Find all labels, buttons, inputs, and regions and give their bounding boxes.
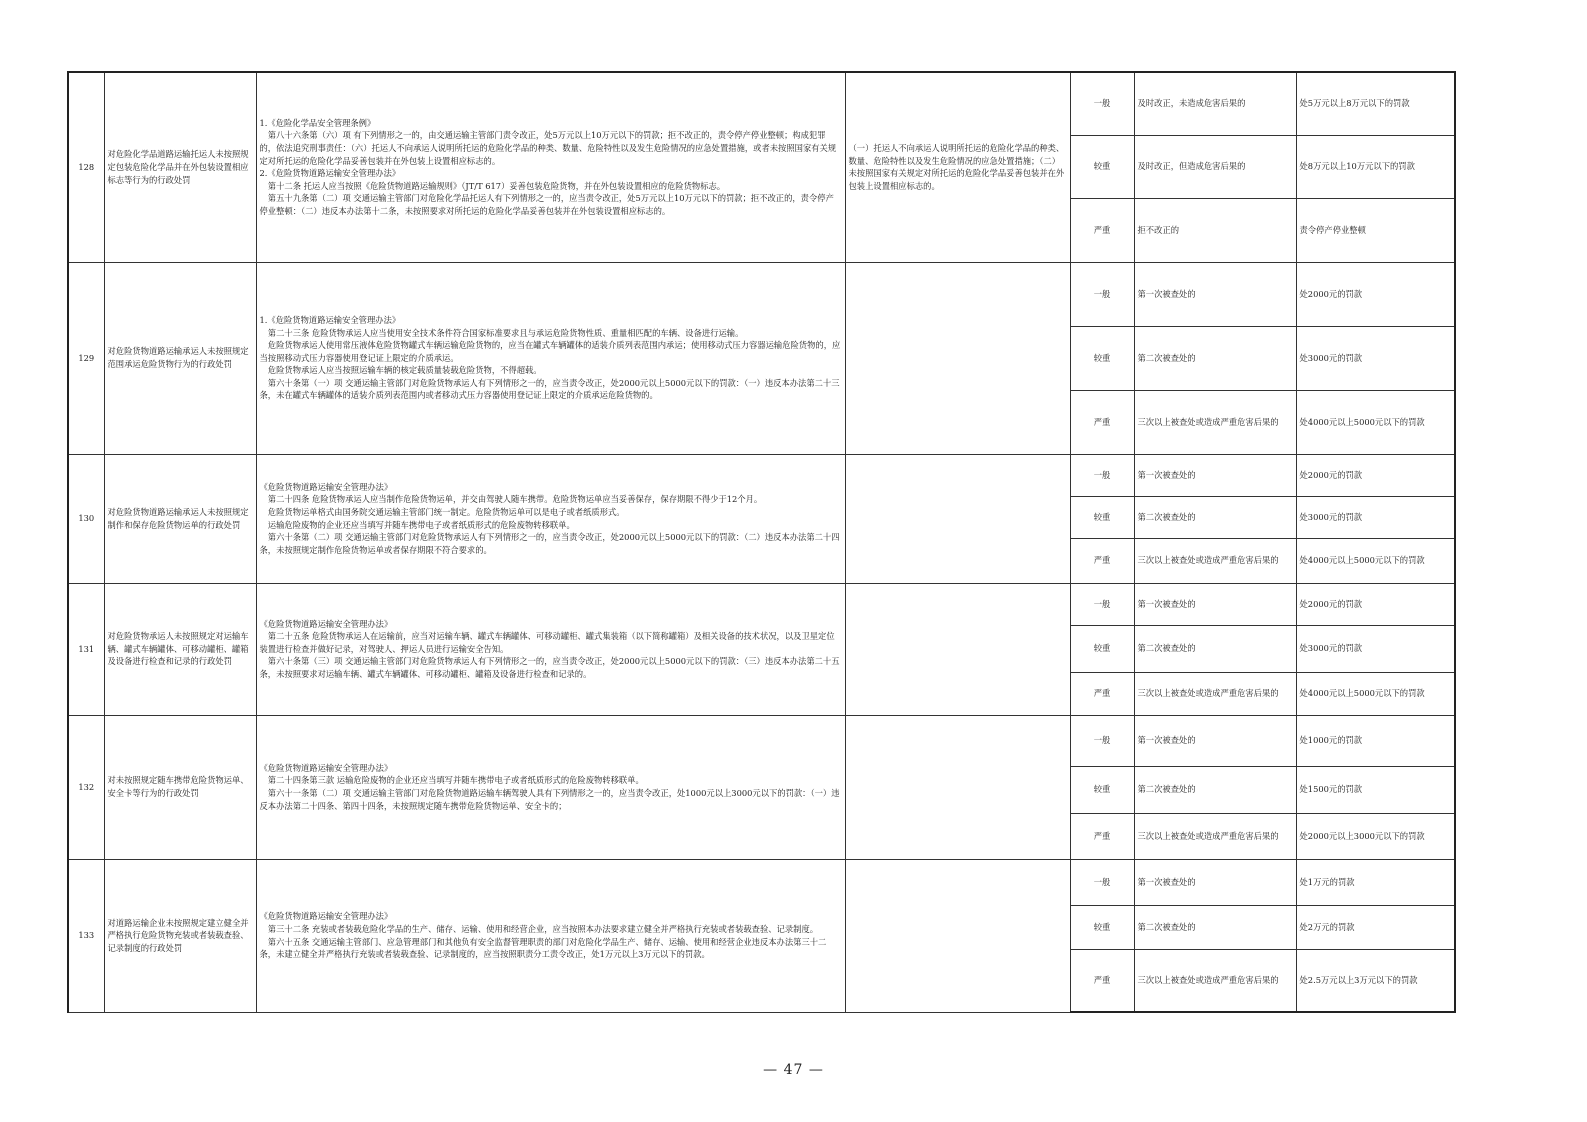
table-body	[68, 72, 1455, 1012]
page-number: — 47 —	[763, 1062, 824, 1078]
legal-basis-paragraph: 第二十三条 危险货物承运人应当使用安全技术条件符合国家标准要求且与承运危险货物性质、重量相匹配的车辆、设备进行运输。	[267, 327, 744, 338]
table-row	[68, 715, 1455, 766]
severity-level: 严重	[1070, 672, 1134, 715]
row-number: 131	[68, 583, 104, 715]
severity-level: 严重	[1070, 390, 1134, 454]
penalty-item: 对危险化学品道路运输托运人未按照规定包装危险化学品并在外包装设置相应标志等行为的行政处罚	[104, 72, 256, 262]
penalty-standard: 处1000元的罚款	[1296, 715, 1455, 766]
penalty-standard: 处3000元的罚款	[1296, 625, 1455, 672]
legal-basis-paragraph: 第六十条第（二）项 交通运输主管部门对危险货物承运人有下列情形之一的，应当责令改正，处2000元以上5000元以下的罚款：（二）违反本办法第二十四条，未按照规定制作危险货物运单或者保存期限不符合要求的。	[259, 532, 840, 555]
penalty-standard: 处3000元的罚款	[1296, 326, 1455, 390]
severity-level: 较重	[1070, 625, 1134, 672]
circumstance: 第二次被查处的	[1134, 625, 1296, 672]
circumstance: 第一次被查处的	[1134, 859, 1296, 905]
severity-level: 较重	[1070, 135, 1134, 198]
legal-basis-paragraph: 《危险货物道路运输安全管理办法》	[259, 762, 393, 773]
severity-level: 严重	[1070, 198, 1134, 262]
penalty-standard: 处3000元的罚款	[1296, 496, 1455, 538]
table-row	[68, 859, 1455, 905]
circumstance: 第二次被查处的	[1134, 326, 1296, 390]
severity-level: 较重	[1070, 766, 1134, 813]
legal-basis-paragraph: 1.《危险化学品安全管理条例》	[259, 117, 376, 128]
legal-basis-paragraph: 运输危险废物的企业还应当填写并随车携带电子或者纸质形式的危险废物转移联单。	[267, 519, 575, 530]
legal-basis-paragraph: 第二十五条 危险货物承运人在运输前，应当对运输车辆、罐式车辆罐体、可移动罐柜、罐式集装箱（以下简称罐箱）及相关设备的技术状况，以及卫星定位装置进行检查并做好记录，对驾驶人、押运人员进行运输安全告知。	[259, 631, 835, 654]
circumstance: 及时改正，未造成危害后果的	[1134, 72, 1296, 135]
penalty-standard: 处8万元以上10万元以下的罚款	[1296, 135, 1455, 198]
severity-level: 严重	[1070, 813, 1134, 859]
severity-level: 较重	[1070, 905, 1134, 949]
penalty-standard: 处5万元以上8万元以下的罚款	[1296, 72, 1455, 135]
severity-level: 较重	[1070, 326, 1134, 390]
row-number: 130	[68, 454, 104, 583]
legal-basis-paragraph: 第二十四条 危险货物承运人应当制作危险货物运单，并交由驾驶人随车携带。危险货物运单应当妥善保存，保存期限不得少于12个月。	[267, 494, 763, 505]
legal-basis-paragraph: 第十二条 托运人应当按照《危险货物道路运输规则》（JT/T 617）妥善包装危险货物，并在外包装设置相应的危险货物标志。	[267, 180, 726, 191]
legal-basis-paragraph: 第六十条第（一）项 交通运输主管部门对危险货物承运人有下列情形之一的，应当责令改正，处2000元以上5000元以下的罚款：（一）违反本办法第二十三条，未在罐式车辆罐体的适装介质列表范围内或者移动式压力容器使用登记证上限定的介质承运危险货物的。	[259, 377, 840, 401]
penalty-standard: 处2000元的罚款	[1296, 262, 1455, 326]
penalty-item: 对危险货物道路运输承运人未按照规定制作和保存危险货物运单的行政处罚	[104, 454, 256, 583]
legal-basis-paragraph: 第五十九条第（二）项 交通运输主管部门对危险化学品托运人有下列情形之一的，应当责令改正，处5万元以上10万元以下的罚款；拒不改正的，责令停产停业整顿：（二）违反本办法第十二条，未按照要求对所托运的危险化学品妥善包装并在外包装设置相应标志的。	[259, 193, 834, 217]
circumstance: 第一次被查处的	[1134, 454, 1296, 496]
circumstance: 第二次被查处的	[1134, 905, 1296, 949]
penalty-standard: 责令停产停业整顿	[1296, 198, 1455, 262]
circumstance: 及时改正，但造成危害后果的	[1134, 135, 1296, 198]
circumstance: 三次以上被查处或造成严重危害后果的	[1134, 390, 1296, 454]
table-row	[68, 72, 1455, 135]
legal-basis	[256, 859, 845, 1012]
circumstance: 第二次被查处的	[1134, 766, 1296, 813]
violation-condition	[845, 262, 1070, 454]
penalty-item: 对道路运输企业未按照规定建立健全并严格执行危险货物充装或者装载查验、记录制度的行政处罚	[104, 859, 256, 1012]
legal-basis	[256, 72, 845, 262]
penalty-standard: 处2000元以上3000元以下的罚款	[1296, 813, 1455, 859]
circumstance: 三次以上被查处或造成严重危害后果的	[1134, 538, 1296, 583]
legal-basis-paragraph: 《危险货物道路运输安全管理办法》	[259, 481, 393, 492]
penalty-item: 对未按照规定随车携带危险货物运单、安全卡等行为的行政处罚	[104, 715, 256, 859]
penalty-standard: 处4000元以上5000元以下的罚款	[1296, 672, 1455, 715]
penalty-standard: 处2000元的罚款	[1296, 583, 1455, 625]
circumstance: 拒不改正的	[1134, 198, 1296, 262]
table-row	[68, 583, 1455, 625]
circumstance: 三次以上被查处或造成严重危害后果的	[1134, 949, 1296, 1012]
severity-level: 严重	[1070, 538, 1134, 583]
legal-basis-paragraph: 第八十六条第（六）项 有下列情形之一的，由交通运输主管部门责令改正，处5万元以上10万元以下的罚款；拒不改正的，责令停产停业整顿；构成犯罪的，依法追究刑事责任：（六）托运人不向承运人说明所托运的危险化学品的种类、数量、危险特性以及发生危险情况的应急处置措施，或者未按照国家有关规定对所托运的危险化学品妥善包装并在外包装上设置相应标志的。	[259, 130, 837, 166]
penalty-standard: 处4000元以上5000元以下的罚款	[1296, 390, 1455, 454]
circumstance: 第一次被查处的	[1134, 262, 1296, 326]
penalty-standard: 处1500元的罚款	[1296, 766, 1455, 813]
table-row	[68, 262, 1455, 326]
severity-level: 严重	[1070, 949, 1134, 1012]
circumstance: 第二次被查处的	[1134, 496, 1296, 538]
severity-level: 一般	[1070, 715, 1134, 766]
legal-basis	[256, 454, 845, 583]
severity-level: 较重	[1070, 496, 1134, 538]
legal-basis-paragraph: 第六十条第（三）项 交通运输主管部门对危险货物承运人有下列情形之一的，应当责令改正，处2000元以上5000元以下的罚款：（三）违反本办法第二十五条，未按照要求对运输车辆、罐式车辆罐体、可移动罐柜、罐箱及设备进行检查和记录的。	[259, 656, 840, 679]
legal-basis-paragraph: 《危险货物道路运输安全管理办法》	[259, 911, 393, 922]
legal-basis-paragraph: 危险货物承运人使用常压液体危险货物罐式车辆运输危险货物的，应当在罐式车辆罐体的适装介质列表范围内承运；使用移动式压力容器运输危险货物的，应当按照移动式压力容器使用登记证上限定的介质承运。	[259, 340, 841, 363]
legal-basis-paragraph: 危险货物运单格式由国务院交通运输主管部门统一制定。危险货物运单可以是电子或者纸质形式。	[267, 506, 625, 517]
severity-level: 一般	[1070, 454, 1134, 496]
legal-basis-paragraph: 第六十一条第（二）项 交通运输主管部门对危险货物道路运输车辆驾驶人具有下列情形之一的，应当责令改正，处1000元以上3000元以下的罚款：（一）违反本办法第二十四条、第四十四条，未按照规定随车携带危险货物运单、安全卡的；	[259, 788, 840, 811]
row-number: 129	[68, 262, 104, 454]
penalty-standards-table	[67, 71, 1456, 1013]
circumstance: 第一次被查处的	[1134, 583, 1296, 625]
circumstance: 三次以上被查处或造成严重危害后果的	[1134, 672, 1296, 715]
penalty-standard: 处4000元以上5000元以下的罚款	[1296, 538, 1455, 583]
legal-basis-paragraph: 第二十四条第三款 运输危险废物的企业还应当填写并随车携带电子或者纸质形式的危险废物转移联单。	[267, 775, 644, 786]
row-number: 132	[68, 715, 104, 859]
penalty-standard: 处1万元的罚款	[1296, 859, 1455, 905]
severity-level: 一般	[1070, 72, 1134, 135]
legal-basis	[256, 262, 845, 454]
penalty-standard: 处2000元的罚款	[1296, 454, 1455, 496]
violation-condition	[845, 859, 1070, 1012]
table-row	[68, 454, 1455, 496]
legal-basis-paragraph: 《危险货物道路运输安全管理办法》	[259, 618, 393, 629]
violation-condition: （一）托运人不向承运人说明所托运的危险化学品的种类、数量、危险特性以及发生危险情况的应急处置措施；（二）未按照国家有关规定对所托运的危险化学品妥善包装并在外包装上设置相应标志的。	[845, 72, 1070, 262]
legal-basis-paragraph: 危险货物承运人应当按照运输车辆的核定载质量装载危险货物，不得超载。	[267, 365, 542, 376]
penalty-item: 对危险货物承运人未按照规定对运输车辆、罐式车辆罐体、可移动罐柜、罐箱及设备进行检查和记录的行政处罚	[104, 583, 256, 715]
legal-basis	[256, 583, 845, 715]
row-number: 128	[68, 72, 104, 262]
legal-basis-paragraph: 第三十二条 充装或者装载危险化学品的生产、储存、运输、使用和经营企业，应当按照本办法要求建立健全并严格执行充装或者装载查验、记录制度。	[267, 923, 819, 934]
legal-basis-paragraph: 1.《危险货物道路运输安全管理办法》	[259, 314, 401, 325]
row-number: 133	[68, 859, 104, 1012]
violation-condition	[845, 454, 1070, 583]
severity-level: 一般	[1070, 262, 1134, 326]
circumstance: 第一次被查处的	[1134, 715, 1296, 766]
severity-level: 一般	[1070, 583, 1134, 625]
penalty-item: 对危险货物道路运输承运人未按照规定范围承运危险货物行为的行政处罚	[104, 262, 256, 454]
severity-level: 一般	[1070, 859, 1134, 905]
circumstance: 三次以上被查处或造成严重危害后果的	[1134, 813, 1296, 859]
legal-basis-paragraph: 2.《危险货物道路运输安全管理办法》	[259, 168, 401, 179]
penalty-standard: 处2.5万元以上3万元以下的罚款	[1296, 949, 1455, 1012]
legal-basis-paragraph: 第六十五条 交通运输主管部门、应急管理部门和其他负有安全监督管理职责的部门对危险化学品生产、储存、运输、使用和经营企业违反本办法第三十二条，未建立健全并严格执行充装或者装载查验、记录制度的，应当按照职责分工责令改正，处1万元以上3万元以下的罚款。	[259, 936, 827, 960]
violation-condition	[845, 583, 1070, 715]
legal-basis	[256, 715, 845, 859]
violation-condition	[845, 715, 1070, 859]
penalty-standard: 处2万元的罚款	[1296, 905, 1455, 949]
